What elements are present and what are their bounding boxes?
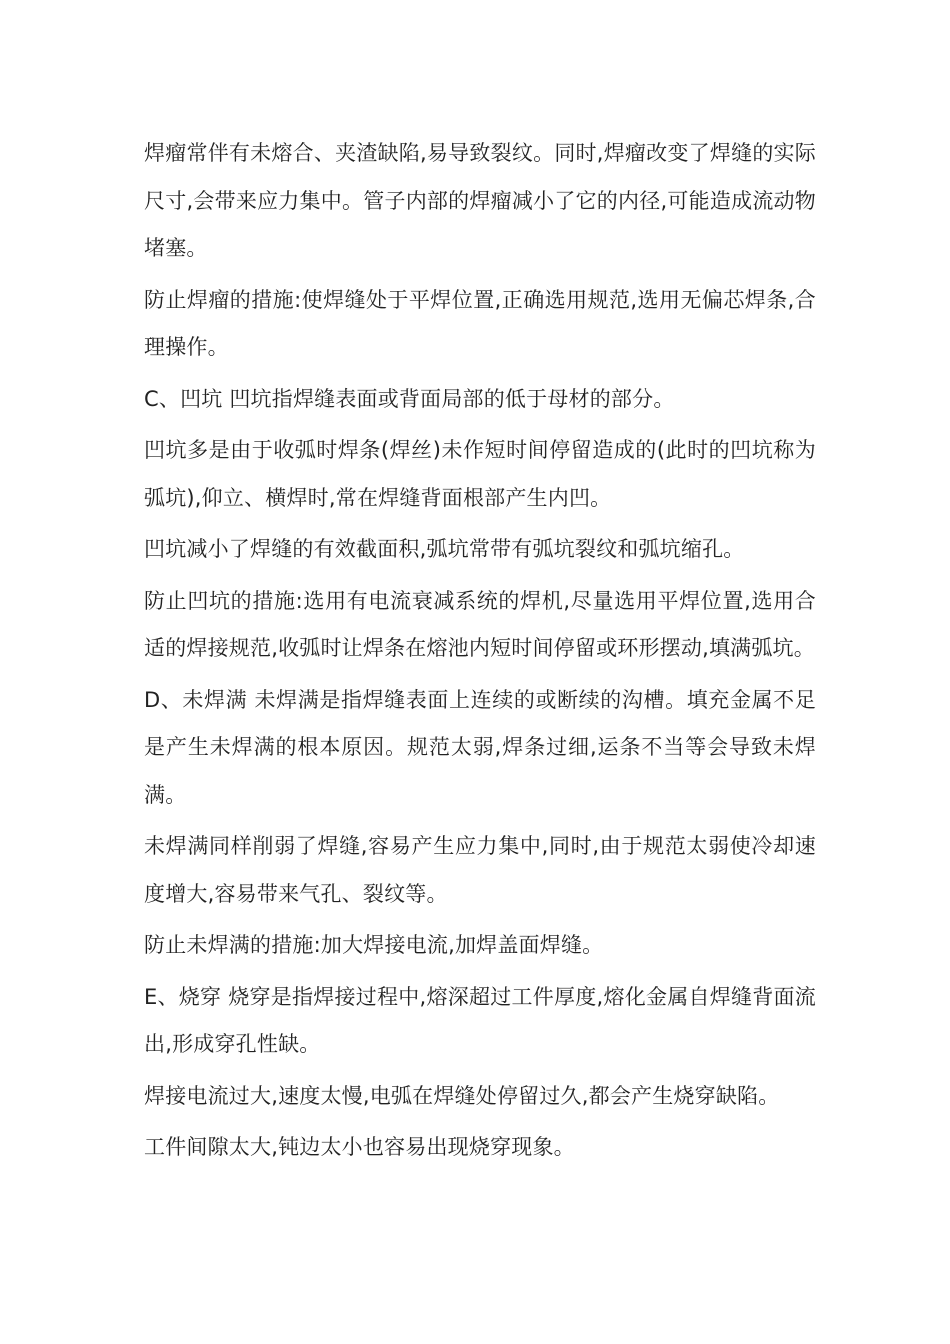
paragraph-underfill-definition: D、未焊满 未焊满是指焊缝表面上连续的或断续的沟槽。填充金属不足是产生未焊满的根本原因。规范太弱,焊条过细,运条不当等会导致未焊满。 <box>144 687 816 807</box>
paragraph-burn-through-definition: E、烧穿 烧穿是指焊接过程中,熔深超过工件厚度,熔化金属自焊缝背面流出,形成穿孔性缺。 <box>144 984 816 1056</box>
paragraph-weld-overlap-effects: 焊瘤常伴有未熔合、夹渣缺陷,易导致裂纹。同时,焊瘤改变了焊缝的实际尺寸,会带来应力集中。管子内部的焊瘤减小了它的内径,可能造成流动物堵塞。 <box>144 141 816 260</box>
document-body <box>144 130 816 1176</box>
paragraph-weld-overlap-prevention: 防止焊瘤的措施:使焊缝处于平焊位置,正确选用规范,选用无偏芯焊条,合理操作。 <box>144 287 816 359</box>
paragraph-crater-effects: 凹坑减小了焊缝的有效截面积,弧坑常带有弧坑裂纹和弧坑缩孔。 <box>144 537 745 561</box>
paragraph-underfill-effects: 未焊满同样削弱了焊缝,容易产生应力集中,同时,由于规范太弱使冷却速度增大,容易带来气孔、裂纹等。 <box>144 834 816 906</box>
paragraph-crater-definition: C、凹坑 凹坑指焊缝表面或背面局部的低于母材的部分。 <box>144 386 675 411</box>
paragraph-burn-through-causes: 焊接电流过大,速度太慢,电弧在焊缝处停留过久,都会产生烧穿缺陷。 <box>144 1083 780 1108</box>
paragraph-crater-prevention: 防止凹坑的措施:选用有电流衰减系统的焊机,尽量选用平焊位置,选用合适的焊接规范,收弧时让焊条在熔池内短时间停留或环形摆动,填满弧坑。 <box>144 588 816 660</box>
paragraph-crater-causes: 凹坑多是由于收弧时焊条(焊丝)未作短时间停留造成的(此时的凹坑称为弧坑),仰立、横焊时,常在焊缝背面根部产生内凹。 <box>144 438 816 510</box>
paragraph-underfill-prevention: 防止未焊满的措施:加大焊接电流,加焊盖面焊缝。 <box>144 933 604 957</box>
paragraph-burn-through-gap: 工件间隙太大,钝边太小也容易出现烧穿现象。 <box>144 1135 575 1159</box>
